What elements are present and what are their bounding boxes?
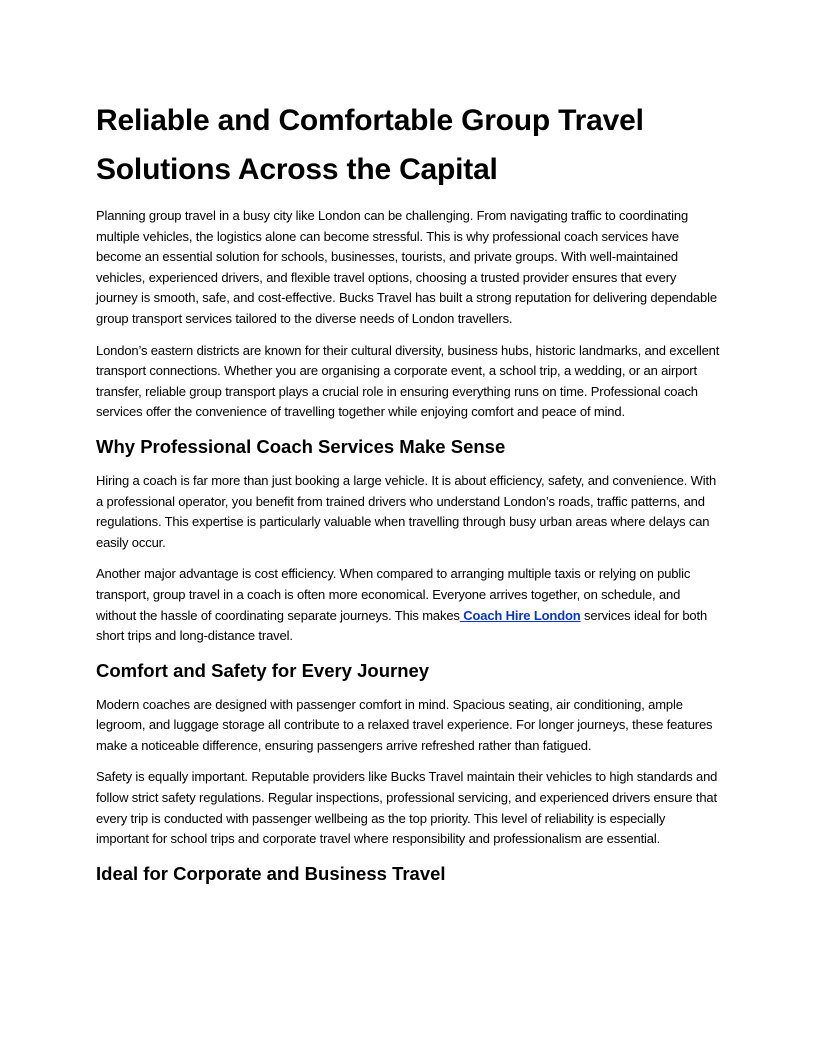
comfort-safety-paragraph-1: Modern coaches are designed with passenger comfort in mind. Spacious seating, air conditioning, ample legroom, and luggage storage all contribute to a relaxed travel experience. For longer journeys, these features make a noticeable difference, ensuring passengers arrive refreshed rather than fatigued. <box>96 696 713 753</box>
why-coach-paragraph-2-text-before: Another major advantage is cost efficiency. When compared to arranging multiple taxis or relying on public transport, group travel in a coach is often more economical. Everyone arrives together, on schedule, and without the hassle of coordinating separate journeys. This makes <box>96 566 691 623</box>
section-heading-comfort-safety: Comfort and Safety for Every Journey <box>96 659 430 681</box>
document-page <box>96 96 720 898</box>
intro-paragraph-1: Planning group travel in a busy city like London can be challenging. From navigating traffic to coordinating multiple vehicles, the logistics alone can become stressful. This is why professional coach services have become an essential solution for schools, businesses, tourists, and private groups. With well-maintained vehicles, experienced drivers, and flexible travel options, choosing a trusted provider ensures that every journey is smooth, safe, and cost-effective. Bucks Travel has built a strong reputation for delivering dependable group transport services tailored to the diverse needs of London travellers. <box>96 208 717 326</box>
why-coach-paragraph-2 <box>96 564 720 646</box>
comfort-safety-paragraph-2: Safety is equally important. Reputable providers like Bucks Travel maintain their vehicles to high standards and follow strict safety regulations. Regular inspections, professional servicing, and experienced drivers ensure that every trip is conducted with passenger wellbeing as the top priority. This level of reliability is especially important for school trips and corporate travel where responsibility and professionalism are essential. <box>96 769 718 847</box>
section-heading-corporate-travel: Ideal for Corporate and Business Travel <box>96 862 446 884</box>
why-coach-paragraph-2-text-after: services ideal for both short trips and long-distance travel. <box>96 607 708 644</box>
why-coach-paragraph-1: Hiring a coach is far more than just booking a large vehicle. It is about efficiency, safety, and convenience. With a professional operator, you benefit from trained drivers who understand London’s roads, traffic patterns, and regulations. This expertise is particularly valuable when travelling through busy urban areas where delays can easily occur. <box>96 472 717 550</box>
coach-hire-london-link[interactable]: Coach Hire London <box>459 607 581 623</box>
section-heading-why-coach: Why Professional Coach Services Make Sense <box>96 435 506 457</box>
intro-paragraph-2: London’s eastern districts are known for their cultural diversity, business hubs, historic landmarks, and excellent transport connections. Whether you are organising a corporate event, a school trip, a wedding, or an airport transfer, reliable group transport plays a crucial role in ensuring everything runs on time. Professional coach services offer the convenience of travelling together while enjoying comfort and peace of mind. <box>96 342 720 420</box>
page-title: Reliable and Comfortable Group Travel Solutions Across the Capital <box>96 104 644 186</box>
